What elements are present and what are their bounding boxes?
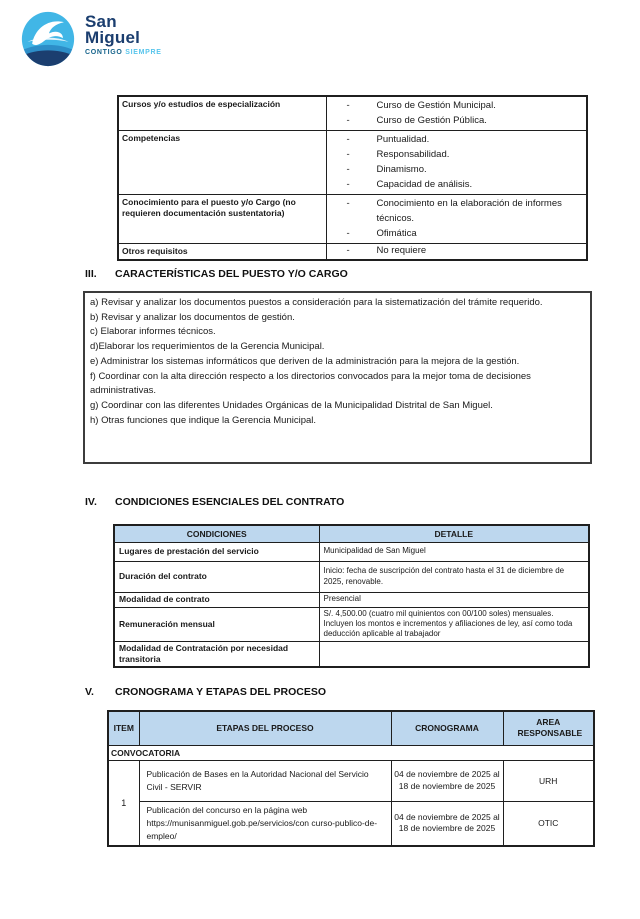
dash-bullet-icon: - [346,179,350,191]
logo-name [85,14,162,46]
table-row [114,641,589,667]
stage-description: Publicación de Bases en la Autoridad Nacional del Servicio Civil - SERVIR [139,760,391,801]
dash-bullet-icon: - [346,148,350,160]
list-item [327,132,587,147]
condition-detail: Municipalidad de San Miguel [319,542,589,561]
function-item: e) Administrar los sistemas informáticos que deriven de la administración para la mejora de la gestión. [90,355,520,367]
column-header-cronograma: CRONOGRAMA [391,711,503,745]
section-iv-heading [85,496,344,508]
condition-label: Duración del contrato [114,561,319,592]
list-item-text: Curso de Gestión Pública. [376,115,487,127]
function-item: h) Otras funciones que indique la Gerencia Municipal. [90,414,317,426]
list-item [327,147,587,162]
job-functions-box [83,291,592,464]
condition-detail: Presencial [319,592,589,607]
table-row [114,592,589,607]
process-schedule-table [107,710,595,847]
table-row [108,760,594,801]
table-header-row [108,711,594,745]
condition-label: Remuneración mensual [114,607,319,641]
requirement-values [326,243,587,260]
list-item [327,162,587,177]
dash-bullet-icon: - [346,115,350,127]
dash-bullet-icon: - [346,164,350,176]
logo-name-line2: Miguel [85,28,141,47]
column-header-etapas: ETAPAS DEL PROCESO [139,711,391,745]
condition-label: Lugares de prestación del servicio [114,542,319,561]
list-item-text: Puntualidad. [376,133,430,145]
logo-name-line1: San [85,12,117,31]
function-item: f) Coordinar con la alta dirección respecto a los directorios convocados para la mejor toma de decisiones administrativas. [90,370,531,397]
function-item: a) Revisar y analizar los documentos puestos a consideración para la sistematización del trámite requerido. [90,297,543,308]
condition-detail: Inicio: fecha de suscripción del contrato hasta el 31 de diciembre de 2025, renovable. [319,561,589,592]
table-row [114,561,589,592]
requirement-label: Otros requisitos [118,243,326,260]
group-label-convocatoria: CONVOCATORIA [108,745,594,760]
logo-tagline [85,49,162,56]
responsible-area: URH [503,760,594,801]
list-item-text: Curso de Gestión Municipal. [376,100,496,111]
list-item-text: Responsabilidad. [376,148,450,160]
section-iii-heading [85,268,348,280]
contract-conditions-table [113,524,590,668]
logo [20,10,162,68]
responsible-area: OTIC [503,801,594,846]
list-item-text: Ofimática [376,228,417,240]
list-item-text: Capacidad de análisis. [376,179,473,191]
section-v-heading [85,686,326,698]
requirements-table [117,95,588,261]
dash-bullet-icon: - [346,100,350,111]
dash-bullet-icon: - [346,133,350,145]
table-group-row [108,745,594,760]
requirement-values [326,130,587,194]
list-item [327,196,587,227]
list-item [327,226,587,241]
table-row [118,130,587,194]
section-title: CRONOGRAMA Y ETAPAS DEL PROCESO [115,686,326,698]
dash-bullet-icon: - [346,228,350,240]
section-number: V. [85,686,94,698]
condition-detail: S/. 4,500.00 (cuatro mil quinientos con 00/100 soles) mensuales. Incluyen los montos e incrementos y afiliaciones de ley, así como toda deducción aplicable al trabajador [319,607,589,641]
function-item: g) Coordinar con las diferentes Unidades Orgánicas de la Municipalidad Distrital de San Miguel. [90,399,493,411]
requirement-label: Competencias [118,130,326,194]
dash-bullet-icon: - [346,197,350,209]
table-row [114,607,589,641]
condition-detail [319,641,589,667]
san-miguel-logo-icon [20,10,76,68]
function-item: b) Revisar y analizar los documentos de gestión. [90,311,295,323]
logo-tagline-word2: SIEMPRE [125,49,162,56]
list-item [327,98,587,113]
table-header-row [114,525,589,542]
table-row [114,542,589,561]
list-item [327,113,587,128]
requirement-values [326,96,587,130]
list-item-text: Dinamismo. [376,164,427,176]
stage-schedule: 04 de noviembre de 2025 al 18 de noviembre de 2025 [391,801,503,846]
list-item-text: No requiere [376,244,427,256]
logo-tagline-word1: CONTIGO [85,49,123,56]
requirement-label: Conocimiento para el puesto y/o Cargo (no requieren documentación sustentatoria) [118,194,326,243]
list-item [327,245,587,257]
table-row [118,96,587,130]
item-number: 1 [108,760,139,846]
stage-description: Publicación del concurso en la página web https://munisanmiguel.gob.pe/servicios/con curso-publico-de-empleo/ [139,801,391,846]
logo-text [85,10,162,56]
list-item-text: Conocimiento en la elaboración de informes técnicos. [376,197,562,225]
table-row [118,194,587,243]
requirement-values [326,194,587,243]
column-header-condiciones: CONDICIONES [114,525,319,542]
section-number: III. [85,268,97,280]
dash-bullet-icon: - [346,244,350,256]
section-number: IV. [85,496,97,508]
condition-label: Modalidad de Contratación por necesidad transitoria [114,641,319,667]
column-header-detalle: DETALLE [319,525,589,542]
stage-schedule: 04 de noviembre de 2025 al 18 de noviembre de 2025 [391,760,503,801]
condition-label: Modalidad de contrato [114,592,319,607]
function-item: c) Elaborar informes técnicos. [90,326,216,338]
column-header-area-responsable: AREA RESPONSABLE [503,711,594,745]
section-title: CONDICIONES ESENCIALES DEL CONTRATO [115,496,345,508]
section-title: CARACTERÍSTICAS DEL PUESTO Y/O CARGO [115,268,348,280]
column-header-item: ITEM [108,711,139,745]
function-item: d)Elaborar los requerimientos de la Gerencia Municipal. [90,341,325,353]
table-row [118,243,587,260]
table-row [108,801,594,846]
requirement-label: Cursos y/o estudios de especialización [118,96,326,130]
list-item [327,177,587,192]
